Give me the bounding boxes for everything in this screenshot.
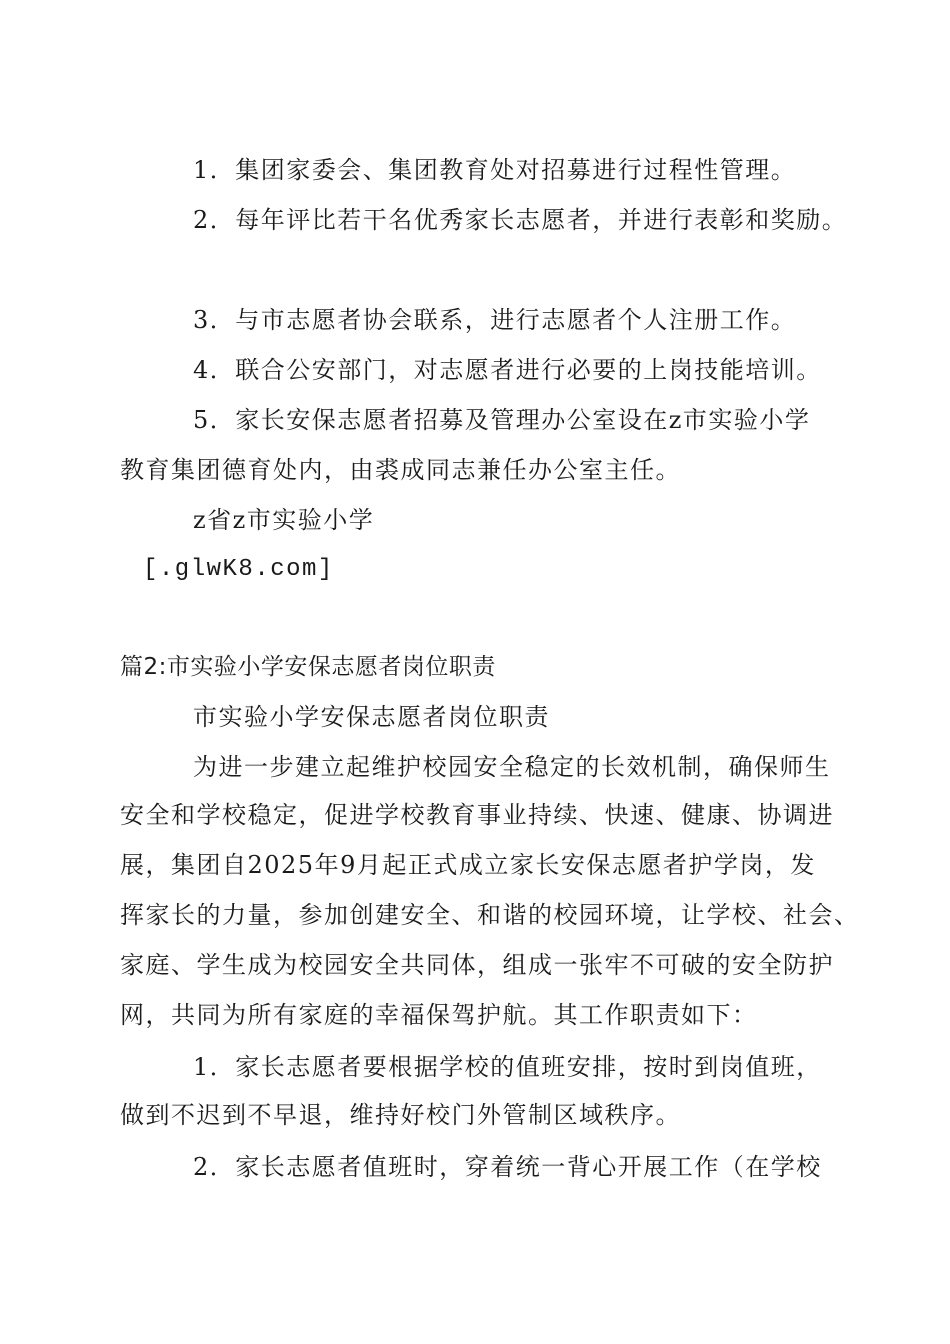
duty-1-line-2: 做到不迟到不早退，维持好校门外管制区域秩序。: [120, 1101, 681, 1129]
list-item-1: 1．集团家委会、集团教育处对招募进行过程性管理。: [193, 156, 797, 184]
duty-2-line-1: 2．家长志愿者值班时，穿着统一背心开展工作（在学校: [193, 1153, 822, 1181]
list-item-5-line-2: 教育集团德育处内，由裘成同志兼任办公室主任。: [120, 456, 681, 484]
intro-line-6: 网，共同为所有家庭的幸福保驾护航。其工作职责如下：: [120, 1001, 758, 1029]
intro-line-3: 展，集团自2025年9月起正式成立家长安保志愿者护学岗，发: [120, 851, 816, 879]
doc-title: 市实验小学安保志愿者岗位职责: [193, 703, 550, 731]
signature: z省z市实验小学: [193, 506, 375, 534]
intro-line-4: 挥家长的力量，参加创建安全、和谐的校园环境，让学校、社会、: [120, 901, 860, 929]
list-item-5-line-1: 5．家长安保志愿者招募及管理办公室设在z市实验小学: [193, 406, 811, 434]
source-tag: [.glwK8.com]: [143, 556, 334, 583]
intro-line-2: 安全和学校稳定，促进学校教育事业持续、快速、健康、协调进: [120, 801, 834, 829]
list-item-3: 3．与市志愿者协会联系，进行志愿者个人注册工作。: [193, 306, 797, 334]
intro-line-5: 家庭、学生成为校园安全共同体，组成一张牢不可破的安全防护: [120, 951, 834, 979]
intro-line-1: 为进一步建立起维护校园安全稳定的长效机制，确保师生: [193, 753, 831, 781]
list-item-4: 4．联合公安部门，对志愿者进行必要的上岗技能培训。: [193, 356, 822, 384]
duty-1-line-1: 1．家长志愿者要根据学校的值班安排，按时到岗值班，: [193, 1053, 822, 1081]
section-heading: 篇2:市实验小学安保志愿者岗位职责: [120, 654, 496, 680]
list-item-2: 2．每年评比若干名优秀家长志愿者，并进行表彰和奖励。: [193, 206, 848, 234]
